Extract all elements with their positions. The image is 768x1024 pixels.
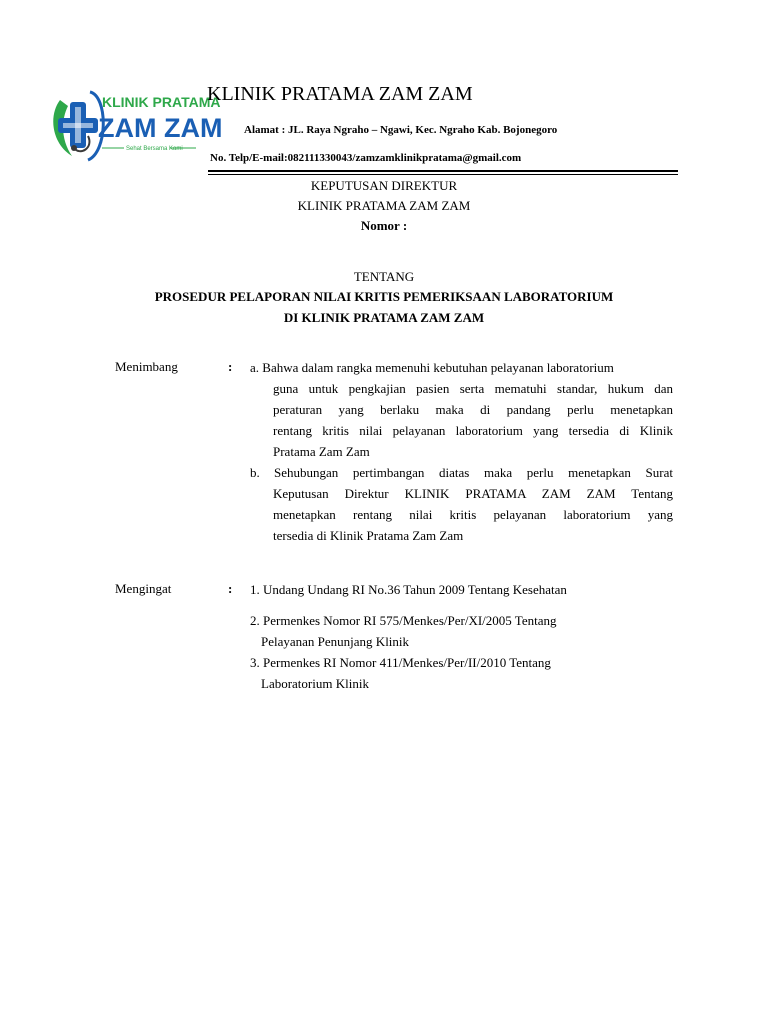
menimbang-a-line: rentang kritis nilai pelayanan laboratorium yang tersedia di Klinik (273, 423, 673, 438)
header-divider-thin (208, 174, 678, 175)
clinic-address: Alamat : JL. Raya Ngraho – Ngawi, Kec. Ngraho Kab. Bojonegoro (244, 124, 558, 136)
menimbang-b-marker: b. (250, 465, 260, 480)
clinic-title: KLINIK PRATAMA ZAM ZAM (207, 83, 473, 105)
menimbang-b-line: Keputusan Direktur KLINIK PRATAMA ZAM ZAM Tentang (273, 486, 673, 501)
svg-text:KLINIK PRATAMA: KLINIK PRATAMA (102, 94, 221, 110)
decree-title: KEPUTUSAN DIREKTUR (310, 178, 458, 193)
mengingat-item-1: 1. Undang Undang RI No.36 Tahun 2009 Tentang Kesehatan (250, 582, 567, 597)
header-divider-thick (208, 170, 678, 172)
menimbang-b-body (273, 483, 673, 546)
menimbang-a-first: a. Bahwa dalam rangka memenuhi kebutuhan pelayanan laboratorium (250, 360, 614, 375)
subject-line-1: PROSEDUR PELAPORAN NILAI KRITIS PEMERIKSAAN LABORATORIUM (154, 289, 614, 304)
menimbang-label: Menimbang (115, 359, 178, 374)
svg-text:ZAM ZAM: ZAM ZAM (98, 113, 223, 143)
menimbang-b-line: menetapkan rentang nilai kritis pelayanan laboratorium yang (273, 507, 673, 522)
subject-line-2: DI KLINIK PRATAMA ZAM ZAM (283, 310, 485, 325)
subject-about: TENTANG (353, 269, 415, 284)
menimbang-colon: : (228, 359, 233, 374)
mengingat-item-2: 2. Permenkes Nomor RI 575/Menkes/Per/XI/2005 Tentang (250, 613, 557, 628)
svg-text:Sehat Bersama Kami: Sehat Bersama Kami (126, 146, 183, 152)
mengingat-colon: : (228, 581, 233, 596)
clinic-contact: No. Telp/E-mail:082111330043/zamzamklinikpratama@gmail.com (210, 152, 522, 164)
menimbang-a-line: peraturan yang berlaku maka di pandang perlu menetapkan (273, 402, 673, 417)
mengingat-label: Mengingat (115, 581, 172, 596)
decree-clinic: KLINIK PRATAMA ZAM ZAM (297, 198, 471, 213)
clinic-logo (50, 82, 223, 164)
menimbang-a-line: guna untuk pengkajian pasien serta mematuhi standar, hukum dan (273, 381, 673, 396)
mengingat-item-3: 3. Permenkes RI Nomor 411/Menkes/Per/II/2010 Tentang (250, 655, 551, 670)
menimbang-b-first: Sehubungan pertimbangan diatas maka perlu menetapkan Surat (274, 465, 673, 480)
menimbang-a-body (273, 378, 673, 462)
menimbang-a-line: Pratama Zam Zam (273, 444, 370, 459)
mengingat-item-2-cont: Pelayanan Penunjang Klinik (261, 634, 410, 649)
menimbang-b-line: tersedia di Klinik Pratama Zam Zam (273, 528, 464, 543)
clinic-logo-graphic (50, 82, 223, 164)
mengingat-item-3-cont: Laboratorium Klinik (261, 676, 369, 691)
decree-number: Nomor : (360, 218, 408, 233)
